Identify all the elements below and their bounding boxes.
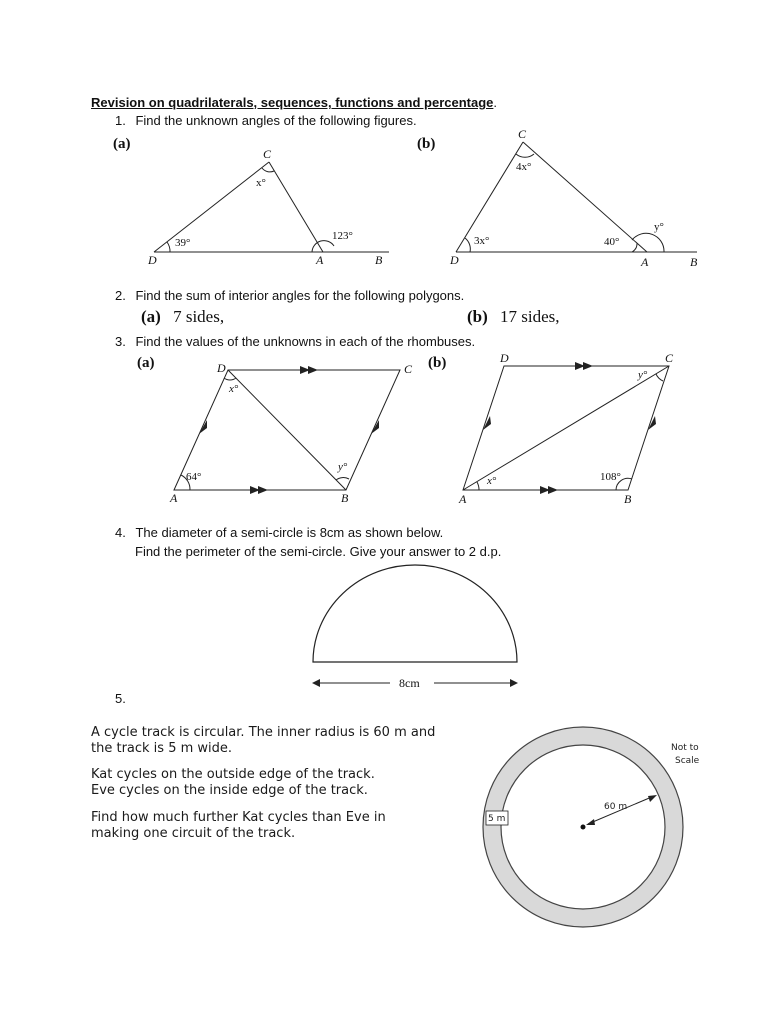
question-2	[115, 287, 464, 305]
q3b-angle-c: y°	[638, 369, 648, 381]
q1a-vertex-b: B	[375, 253, 383, 267]
q3b-arc-a	[477, 482, 479, 490]
question-4-line-1: The diameter of a semi-circle is 8cm as shown below.	[135, 525, 444, 540]
q3a-arc-d	[224, 378, 236, 380]
q1b-angle-c: 4x°	[516, 161, 532, 173]
q3b-vertex-a: A	[459, 492, 467, 506]
q5-not-to-scale-line-2: Scale	[675, 756, 700, 766]
question-3-text: Find the values of the unknowns in each of the rhombuses.	[135, 334, 476, 349]
title-text: Revision on quadrilaterals, sequences, functions and percentage	[91, 95, 494, 110]
q4-semicircle	[313, 565, 517, 662]
q3a-vertex-d: D	[217, 361, 226, 375]
q3a-vertex-b: B	[341, 491, 349, 505]
q1b-vertex-a: A	[641, 255, 649, 269]
question-5-number: 5.	[115, 691, 126, 706]
q3b-arc-c	[656, 374, 663, 381]
q1b-arc-a	[632, 243, 637, 252]
q1a-vertex-d: D	[148, 253, 157, 267]
q1b-vertex-c: C	[518, 128, 527, 141]
q3a-arc-b	[336, 478, 349, 480]
q1a-vertex-c: C	[263, 147, 272, 161]
q3b-angle-b: 108°	[600, 471, 621, 483]
q1a-arc-c	[262, 168, 274, 172]
q1b-vertex-d: D	[450, 253, 459, 267]
q3a-vertex-a: A	[170, 491, 178, 505]
title-period: .	[493, 95, 498, 110]
question-2-text: Find the sum of interior angles for the following polygons.	[135, 288, 465, 303]
q1b-line-dc	[456, 142, 523, 252]
question-2-number: 2.	[115, 288, 126, 303]
q3a-angle-d: x°	[229, 383, 239, 395]
q2b-item	[467, 307, 560, 327]
q3b-vertex-b: B	[624, 492, 632, 506]
question-3-figures	[0, 348, 768, 513]
q5-paragraph-2-line-2: Eve cycles on the inside edge of the track.	[91, 783, 368, 798]
q3a-arrow-top-2	[308, 366, 318, 374]
q2b-part-label: (b)	[467, 307, 488, 326]
q1a-line-dc	[154, 162, 269, 252]
q5-paragraph-3-text: Find how much further Kat cycles than Eve in making one circuit of the track.	[91, 810, 386, 841]
q5-not-to-scale-line-1: Not to	[671, 743, 699, 753]
q5-width-label: 5 m	[488, 814, 506, 824]
q4-arrowhead-left	[312, 679, 320, 687]
q1a-arc-ext	[312, 241, 334, 252]
q3b-vertex-c: C	[665, 351, 674, 365]
q5-track-figure	[470, 722, 715, 934]
q1b-angle-exterior: y°	[654, 221, 664, 233]
q1a-angle-d: 39°	[175, 237, 191, 249]
q5-radius-label: 60 m	[604, 802, 628, 812]
q4-arrowhead-right	[510, 679, 518, 687]
q1a-angle-c: x°	[256, 177, 266, 189]
question-4-line-2: Find the perimeter of the semi-circle. Give your answer to 2 d.p.	[135, 544, 502, 559]
question-1-figures	[0, 128, 768, 278]
q5-centre-point	[581, 825, 586, 830]
q3a-part-label: (a)	[137, 355, 155, 371]
q1a-angle-exterior: 123°	[332, 230, 353, 242]
question-3-number: 3.	[115, 334, 126, 349]
q1a-part-label: (a)	[113, 136, 131, 152]
q3a-arrow-right	[371, 420, 379, 434]
q3b-arrow-top-2	[583, 362, 593, 370]
q5-paragraph-1	[91, 725, 451, 757]
q3b-arrow-bottom-2	[548, 486, 558, 494]
question-1-text: Find the unknown angles of the following figures.	[135, 113, 417, 128]
q1a-line-ca	[269, 162, 323, 252]
q3b-angle-a: x°	[487, 475, 497, 487]
question-5-number-wrap	[115, 690, 126, 708]
q2a-item	[141, 307, 224, 327]
q4-semicircle-figure	[300, 560, 530, 695]
q1a-vertex-a: A	[316, 253, 324, 267]
question-4	[115, 524, 443, 542]
q3a-diagonal	[228, 370, 346, 490]
q4-diameter-label: 8cm	[399, 676, 420, 690]
q5-paragraph-1-text: A cycle track is circular. The inner radius is 60 m and the track is 5 m wide.	[91, 725, 436, 756]
q1b-line-ca	[523, 142, 647, 252]
question-4-number: 4.	[115, 525, 126, 540]
q1b-angle-d: 3x°	[474, 235, 490, 247]
q2b-text: 17 sides,	[500, 307, 560, 326]
q1b-arc-d	[465, 238, 470, 252]
question-4-line-2-wrap	[135, 543, 501, 561]
q3a-angle-a: 64°	[186, 471, 202, 483]
q5-paragraph-2-line-1: Kat cycles on the outside edge of the track.	[91, 767, 375, 782]
q3b-vertex-d: D	[500, 351, 509, 365]
q3a-vertex-c: C	[404, 362, 413, 376]
q1b-angle-a: 40°	[604, 236, 620, 248]
q3b-part-label: (b)	[428, 355, 447, 371]
q1b-part-label: (b)	[417, 136, 436, 152]
q2a-text: 7 sides,	[173, 307, 225, 326]
worksheet-title	[91, 94, 497, 112]
q3b-diagonal	[463, 366, 669, 490]
question-1-number: 1.	[115, 113, 126, 128]
q1a-arc-d	[167, 242, 170, 252]
q5-paragraph-2	[91, 767, 375, 799]
q3a-arrow-bottom-2	[258, 486, 268, 494]
q5-paragraph-3	[91, 810, 436, 842]
q1b-vertex-b: B	[690, 255, 698, 269]
q2a-part-label: (a)	[141, 307, 161, 326]
q3a-angle-b: y°	[338, 461, 348, 473]
q1b-arc-c	[516, 154, 534, 157]
